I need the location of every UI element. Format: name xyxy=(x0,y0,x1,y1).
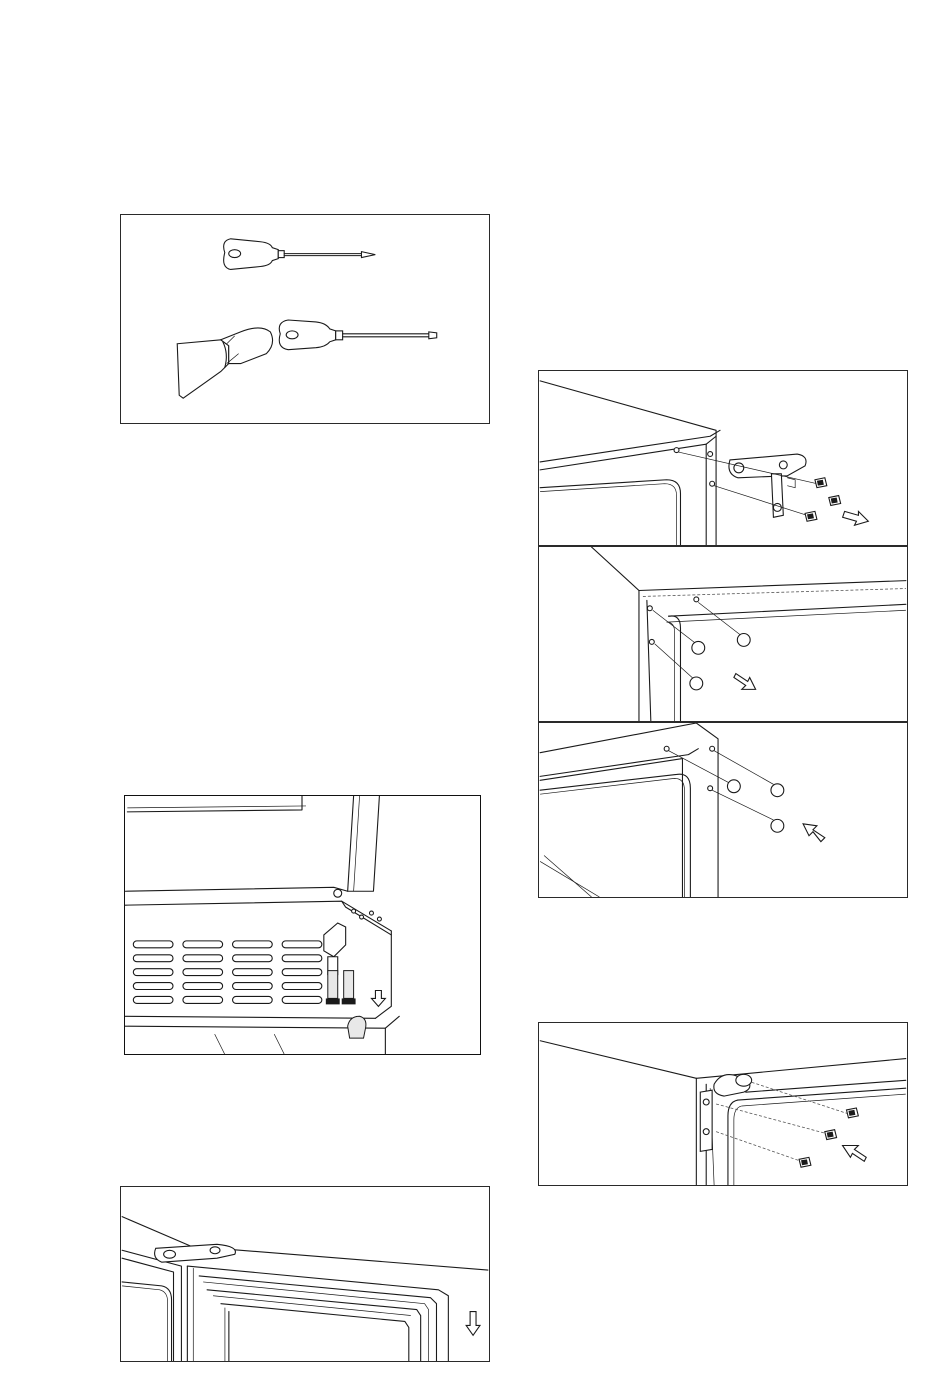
figure-hole-caps-remove xyxy=(538,546,908,722)
arrow-icon xyxy=(466,1312,480,1336)
arrow-icon xyxy=(734,674,756,690)
screw-icon xyxy=(799,1108,858,1167)
arrow-icon xyxy=(371,990,385,1006)
figure-hinge-removal-top xyxy=(538,370,908,546)
hinge-mount-illustration xyxy=(539,1023,907,1185)
screw-icon xyxy=(805,478,841,521)
figure-bottom-hinge-bracket xyxy=(124,795,481,1055)
hinge-icon xyxy=(155,1244,236,1262)
arrow-icon xyxy=(843,511,869,525)
arrow-icon xyxy=(803,824,825,842)
hole-caps-insert-illustration xyxy=(539,723,907,897)
hole-caps-remove-illustration xyxy=(539,547,907,721)
figure-tools xyxy=(120,214,490,424)
hinge-removal-illustration xyxy=(539,371,907,545)
door-lower-illustration xyxy=(121,1187,489,1361)
phillips-screwdriver-icon xyxy=(224,239,376,270)
tools-illustration xyxy=(121,215,489,423)
arrow-icon xyxy=(843,1145,867,1161)
bottom-hinge-bracket-illustration xyxy=(125,796,480,1054)
hinge-icon xyxy=(729,454,806,517)
hinge-icon xyxy=(700,1074,751,1151)
figure-hole-caps-insert xyxy=(538,722,908,898)
hole-cap-icon xyxy=(727,780,783,832)
flat-screwdriver-icon xyxy=(279,320,436,350)
figure-door-lower xyxy=(120,1186,490,1362)
door-icon xyxy=(187,1266,448,1361)
vent-slots xyxy=(133,941,322,1004)
putty-knife-icon xyxy=(177,328,272,398)
figure-hinge-mount-right xyxy=(538,1022,908,1186)
